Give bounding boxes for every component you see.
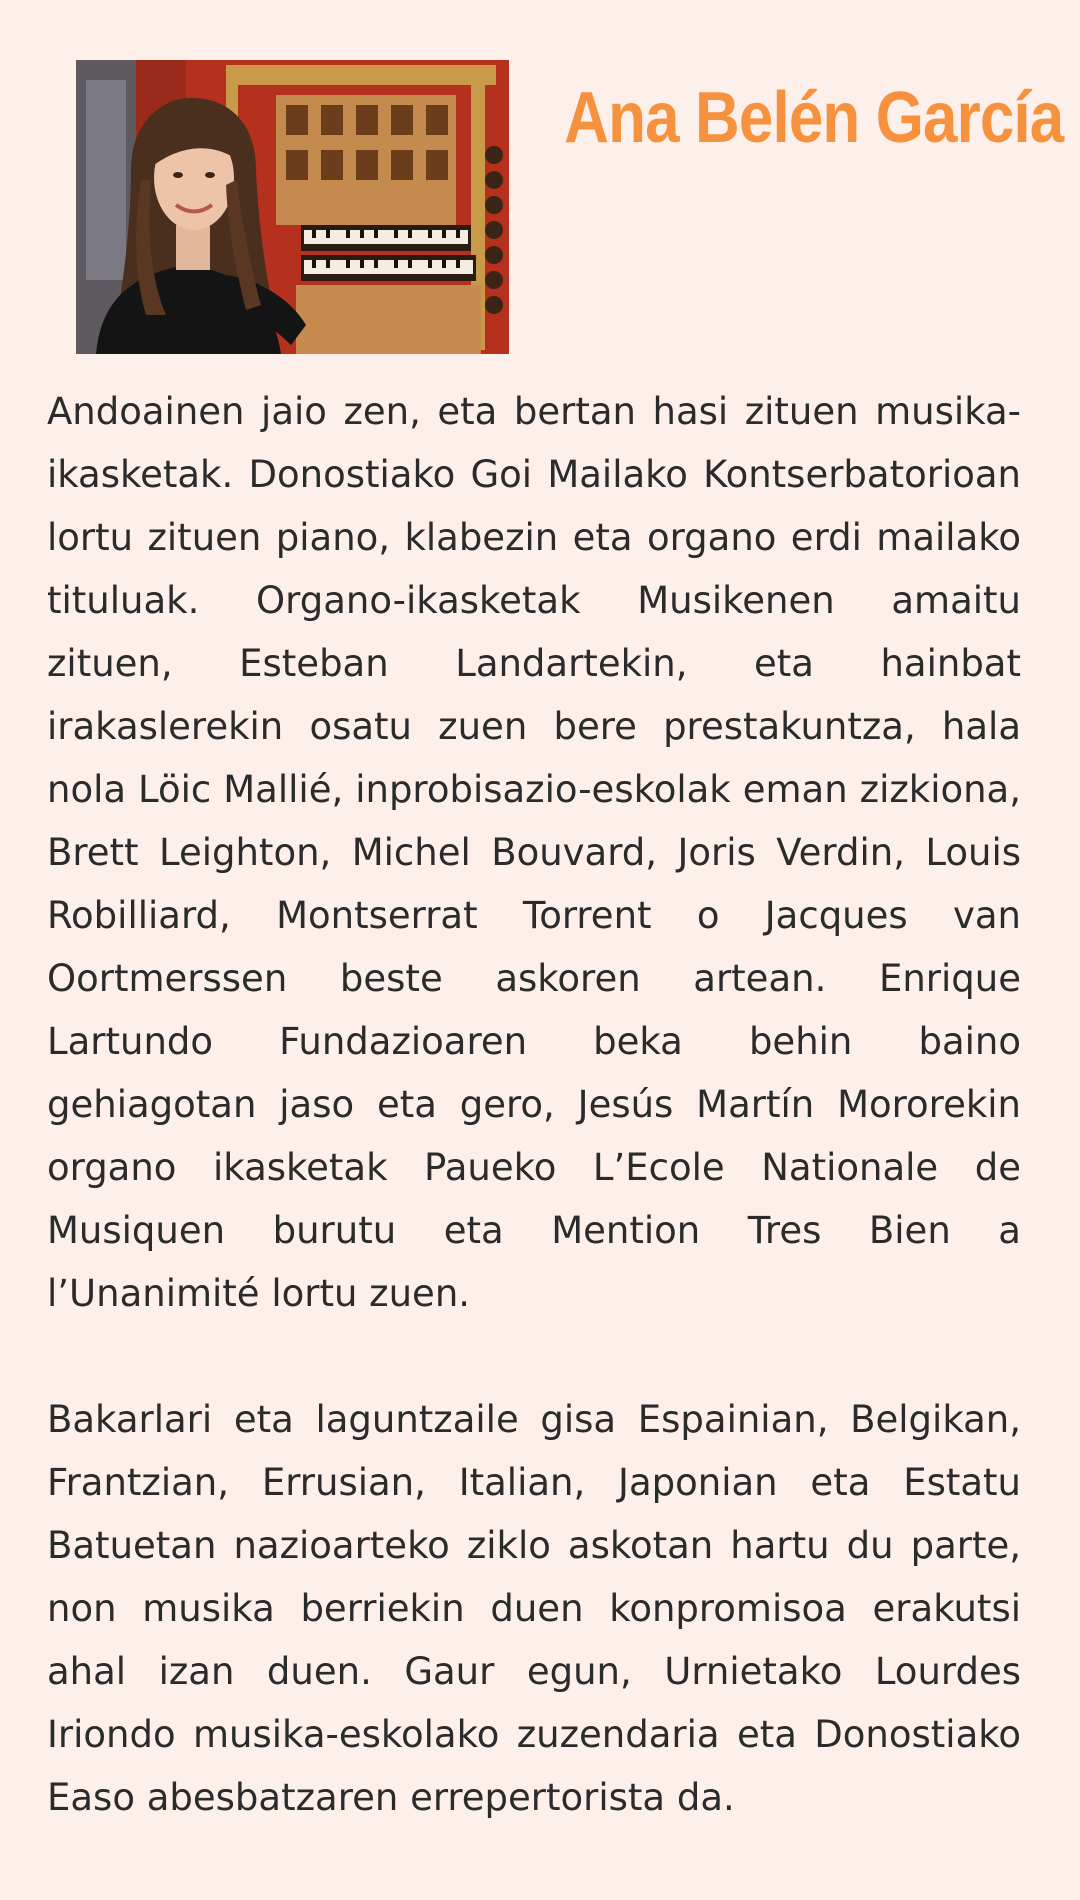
biography [47, 380, 1021, 1829]
portrait-photo [76, 60, 509, 354]
performer-name: Ana Belén García [564, 78, 1064, 158]
bio-paragraph: Andoainen jaio zen, eta bertan hasi zituen musika-ikasketak. Donostiako Goi Mailako Kontserbatorioan lortu zituen piano, klabezin eta organo erdi mailako tituluak. Organo-ikasketak Musikenen amaitu zituen, Esteban Landartekin, eta hainbat irakaslerekin osatu zuen bere prestakuntza, hala nola Löic Mallié, inprobisazio-eskolak eman zizkiona, Brett Leighton, Michel Bouvard, Joris Verdin, Louis Robilliard, Montserrat Torrent o Jacques van Oortmerssen beste askoren artean. Enrique Lartundo Fundazioaren beka behin baino gehiagotan jaso eta gero, Jesús Martín Mororekin organo ikasketak Paueko L’Ecole Nationale de Musiquen burutu eta Mention Tres Bien a l’Unanimité lortu zuen. [47, 390, 1021, 1315]
bio-paragraph: Bakarlari eta laguntzaile gisa Espainian, Belgikan, Frantzian, Errusian, Italian, Japonian eta Estatu Batuetan nazioarteko ziklo askotan hartu du parte, non musika berriekin duen konpromisoa erakutsi ahal izan duen. Gaur egun, Urnietako Lourdes Iriondo musika-eskolako zuzendaria eta Donostiako Easo abesbatzaren errepertorista da. [47, 1398, 1021, 1819]
portrait-with-organ-icon [76, 60, 509, 354]
